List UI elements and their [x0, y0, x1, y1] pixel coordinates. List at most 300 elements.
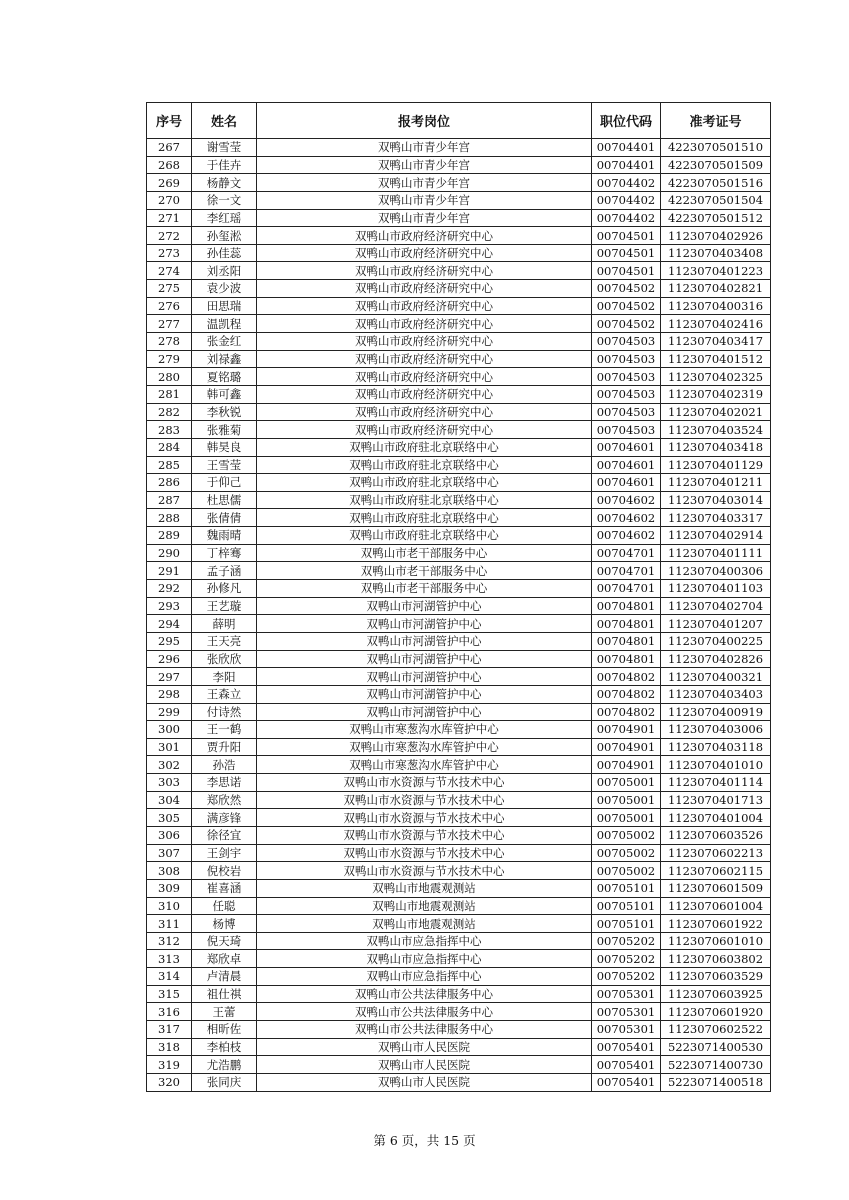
cell-name: 刘禄鑫 [192, 350, 257, 368]
header-applied-position: 报考岗位 [257, 103, 592, 139]
cell-name: 张欣欣 [192, 650, 257, 668]
cell-admission-ticket-number: 1123070401713 [661, 791, 771, 809]
cell-name: 温凯程 [192, 315, 257, 333]
table-row [147, 632, 771, 650]
table-body [147, 139, 771, 1092]
cell-name: 徐径宜 [192, 826, 257, 844]
cell-name: 王剑宇 [192, 844, 257, 862]
cell-applied-position: 双鸭山市政府经济研究中心 [257, 385, 592, 403]
cell-name: 徐一文 [192, 191, 257, 209]
table-row [147, 774, 771, 792]
cell-serial-number: 273 [147, 244, 192, 262]
cell-position-code: 00704701 [592, 562, 661, 580]
cell-applied-position: 双鸭山市青少年宫 [257, 174, 592, 192]
cell-applied-position: 双鸭山市寒葱沟水库管护中心 [257, 738, 592, 756]
table-row [147, 262, 771, 280]
table-row [147, 915, 771, 933]
cell-admission-ticket-number: 1123070601920 [661, 1003, 771, 1021]
cell-applied-position: 双鸭山市水资源与节水技术中心 [257, 809, 592, 827]
cell-name: 于佳卉 [192, 156, 257, 174]
table-row [147, 385, 771, 403]
cell-serial-number: 284 [147, 438, 192, 456]
cell-serial-number: 312 [147, 932, 192, 950]
cell-position-code: 00705101 [592, 915, 661, 933]
cell-applied-position: 双鸭山市政府经济研究中心 [257, 421, 592, 439]
cell-position-code: 00704401 [592, 139, 661, 157]
cell-admission-ticket-number: 1123070603529 [661, 968, 771, 986]
table-row [147, 333, 771, 351]
cell-admission-ticket-number: 1123070400225 [661, 632, 771, 650]
cell-position-code: 00704901 [592, 721, 661, 739]
table-row [147, 350, 771, 368]
cell-admission-ticket-number: 4223070501512 [661, 209, 771, 227]
cell-position-code: 00704602 [592, 509, 661, 527]
table-row [147, 1056, 771, 1074]
cell-position-code: 00705101 [592, 897, 661, 915]
cell-admission-ticket-number: 1123070403118 [661, 738, 771, 756]
cell-applied-position: 双鸭山市青少年宫 [257, 156, 592, 174]
cell-admission-ticket-number: 4223070501504 [661, 191, 771, 209]
table-row [147, 862, 771, 880]
table-row [147, 1021, 771, 1039]
cell-position-code: 00704701 [592, 580, 661, 598]
cell-position-code: 00704602 [592, 491, 661, 509]
cell-admission-ticket-number: 1123070402914 [661, 527, 771, 545]
cell-applied-position: 双鸭山市公共法律服务中心 [257, 1003, 592, 1021]
cell-admission-ticket-number: 1123070400919 [661, 703, 771, 721]
cell-serial-number: 267 [147, 139, 192, 157]
cell-serial-number: 274 [147, 262, 192, 280]
cell-serial-number: 304 [147, 791, 192, 809]
cell-name: 尤浩鹏 [192, 1056, 257, 1074]
cell-position-code: 00704801 [592, 632, 661, 650]
cell-admission-ticket-number: 1123070401223 [661, 262, 771, 280]
table-row [147, 809, 771, 827]
cell-applied-position: 双鸭山市政府驻北京联络中心 [257, 438, 592, 456]
cell-name: 韩可鑫 [192, 385, 257, 403]
cell-serial-number: 289 [147, 527, 192, 545]
table-row [147, 1073, 771, 1091]
cell-serial-number: 297 [147, 668, 192, 686]
cell-name: 夏铭璐 [192, 368, 257, 386]
cell-admission-ticket-number: 1123070401211 [661, 474, 771, 492]
cell-serial-number: 291 [147, 562, 192, 580]
cell-position-code: 00704503 [592, 403, 661, 421]
cell-admission-ticket-number: 1123070601010 [661, 932, 771, 950]
cell-serial-number: 314 [147, 968, 192, 986]
cell-serial-number: 318 [147, 1038, 192, 1056]
table-row [147, 297, 771, 315]
cell-name: 孟子涵 [192, 562, 257, 580]
cell-position-code: 00705202 [592, 950, 661, 968]
table-row [147, 703, 771, 721]
cell-position-code: 00704402 [592, 191, 661, 209]
cell-admission-ticket-number: 1123070601922 [661, 915, 771, 933]
cell-applied-position: 双鸭山市政府经济研究中心 [257, 333, 592, 351]
cell-position-code: 00705002 [592, 844, 661, 862]
cell-serial-number: 310 [147, 897, 192, 915]
cell-admission-ticket-number: 4223070501516 [661, 174, 771, 192]
cell-position-code: 00705301 [592, 1003, 661, 1021]
cell-applied-position: 双鸭山市公共法律服务中心 [257, 985, 592, 1003]
cell-position-code: 00705301 [592, 1021, 661, 1039]
cell-name: 谢雪莹 [192, 139, 257, 157]
cell-name: 孙浩 [192, 756, 257, 774]
cell-name: 崔喜涵 [192, 879, 257, 897]
table-row [147, 209, 771, 227]
cell-admission-ticket-number: 1123070403317 [661, 509, 771, 527]
table-header-row [147, 103, 771, 139]
cell-admission-ticket-number: 1123070602115 [661, 862, 771, 880]
cell-applied-position: 双鸭山市政府经济研究中心 [257, 403, 592, 421]
cell-position-code: 00705401 [592, 1038, 661, 1056]
cell-position-code: 00704701 [592, 544, 661, 562]
cell-admission-ticket-number: 1123070603925 [661, 985, 771, 1003]
cell-position-code: 00705202 [592, 932, 661, 950]
cell-position-code: 00704501 [592, 227, 661, 245]
cell-name: 王雪莹 [192, 456, 257, 474]
cell-applied-position: 双鸭山市政府经济研究中心 [257, 350, 592, 368]
table-row [147, 985, 771, 1003]
cell-name: 韩昊良 [192, 438, 257, 456]
cell-serial-number: 293 [147, 597, 192, 615]
cell-admission-ticket-number: 1123070603802 [661, 950, 771, 968]
cell-name: 王天亮 [192, 632, 257, 650]
cell-applied-position: 双鸭山市政府驻北京联络中心 [257, 456, 592, 474]
table-row [147, 756, 771, 774]
cell-admission-ticket-number: 1123070400316 [661, 297, 771, 315]
cell-position-code: 00704401 [592, 156, 661, 174]
cell-admission-ticket-number: 1123070403524 [661, 421, 771, 439]
cell-admission-ticket-number: 5223071400518 [661, 1073, 771, 1091]
cell-applied-position: 双鸭山市水资源与节水技术中心 [257, 862, 592, 880]
cell-applied-position: 双鸭山市地震观测站 [257, 897, 592, 915]
cell-serial-number: 285 [147, 456, 192, 474]
cell-position-code: 00705001 [592, 809, 661, 827]
cell-name: 贾升阳 [192, 738, 257, 756]
cell-serial-number: 275 [147, 280, 192, 298]
table-row [147, 227, 771, 245]
cell-admission-ticket-number: 1123070402021 [661, 403, 771, 421]
cell-admission-ticket-number: 1123070602213 [661, 844, 771, 862]
cell-position-code: 00704502 [592, 280, 661, 298]
cell-admission-ticket-number: 1123070401010 [661, 756, 771, 774]
cell-applied-position: 双鸭山市老干部服务中心 [257, 580, 592, 598]
cell-applied-position: 双鸭山市政府经济研究中心 [257, 368, 592, 386]
cell-name: 王艺璇 [192, 597, 257, 615]
page-footer [0, 1131, 849, 1149]
cell-name: 孙玺淞 [192, 227, 257, 245]
cell-admission-ticket-number: 1123070402704 [661, 597, 771, 615]
header-admission-ticket-number: 准考证号 [661, 103, 771, 139]
cell-admission-ticket-number: 1123070403014 [661, 491, 771, 509]
cell-serial-number: 287 [147, 491, 192, 509]
cell-admission-ticket-number: 1123070403408 [661, 244, 771, 262]
cell-applied-position: 双鸭山市老干部服务中心 [257, 562, 592, 580]
cell-serial-number: 278 [147, 333, 192, 351]
cell-applied-position: 双鸭山市应急指挥中心 [257, 968, 592, 986]
candidate-table [146, 102, 771, 1092]
cell-applied-position: 双鸭山市人民医院 [257, 1056, 592, 1074]
cell-name: 李秋锐 [192, 403, 257, 421]
table-row [147, 685, 771, 703]
cell-applied-position: 双鸭山市河湖管护中心 [257, 597, 592, 615]
table-row [147, 650, 771, 668]
table-row [147, 527, 771, 545]
cell-serial-number: 268 [147, 156, 192, 174]
cell-position-code: 00704503 [592, 333, 661, 351]
cell-admission-ticket-number: 1123070403417 [661, 333, 771, 351]
table-row [147, 615, 771, 633]
cell-applied-position: 双鸭山市地震观测站 [257, 915, 592, 933]
cell-position-code: 00705202 [592, 968, 661, 986]
cell-position-code: 00704601 [592, 474, 661, 492]
cell-position-code: 00704503 [592, 421, 661, 439]
cell-serial-number: 282 [147, 403, 192, 421]
cell-admission-ticket-number: 1123070603526 [661, 826, 771, 844]
table-row [147, 826, 771, 844]
cell-applied-position: 双鸭山市应急指挥中心 [257, 950, 592, 968]
cell-serial-number: 307 [147, 844, 192, 862]
cell-admission-ticket-number: 1123070401512 [661, 350, 771, 368]
table-row [147, 668, 771, 686]
cell-name: 丁梓骞 [192, 544, 257, 562]
cell-name: 张雅菊 [192, 421, 257, 439]
cell-name: 于仰己 [192, 474, 257, 492]
cell-applied-position: 双鸭山市河湖管护中心 [257, 703, 592, 721]
table-row [147, 280, 771, 298]
cell-serial-number: 272 [147, 227, 192, 245]
cell-position-code: 00704802 [592, 685, 661, 703]
cell-serial-number: 290 [147, 544, 192, 562]
cell-admission-ticket-number: 1123070401207 [661, 615, 771, 633]
cell-serial-number: 301 [147, 738, 192, 756]
cell-position-code: 00705401 [592, 1056, 661, 1074]
cell-serial-number: 306 [147, 826, 192, 844]
cell-serial-number: 276 [147, 297, 192, 315]
cell-serial-number: 270 [147, 191, 192, 209]
cell-applied-position: 双鸭山市水资源与节水技术中心 [257, 774, 592, 792]
table-row [147, 721, 771, 739]
cell-serial-number: 303 [147, 774, 192, 792]
cell-name: 张金红 [192, 333, 257, 351]
table-row [147, 244, 771, 262]
cell-applied-position: 双鸭山市河湖管护中心 [257, 685, 592, 703]
cell-serial-number: 309 [147, 879, 192, 897]
cell-applied-position: 双鸭山市寒葱沟水库管护中心 [257, 756, 592, 774]
cell-position-code: 00704801 [592, 615, 661, 633]
cell-serial-number: 311 [147, 915, 192, 933]
cell-admission-ticket-number: 1123070400306 [661, 562, 771, 580]
table-row [147, 315, 771, 333]
cell-applied-position: 双鸭山市河湖管护中心 [257, 650, 592, 668]
cell-serial-number: 281 [147, 385, 192, 403]
cell-position-code: 00704801 [592, 597, 661, 615]
cell-applied-position: 双鸭山市政府经济研究中心 [257, 280, 592, 298]
cell-name: 相昕佐 [192, 1021, 257, 1039]
cell-name: 李阳 [192, 668, 257, 686]
cell-position-code: 00705401 [592, 1073, 661, 1091]
cell-position-code: 00704602 [592, 527, 661, 545]
cell-name: 李红瑶 [192, 209, 257, 227]
table-row [147, 879, 771, 897]
cell-applied-position: 双鸭山市水资源与节水技术中心 [257, 826, 592, 844]
cell-name: 王蕾 [192, 1003, 257, 1021]
cell-admission-ticket-number: 1123070403418 [661, 438, 771, 456]
cell-serial-number: 277 [147, 315, 192, 333]
table-row [147, 156, 771, 174]
cell-admission-ticket-number: 1123070401129 [661, 456, 771, 474]
cell-position-code: 00705301 [592, 985, 661, 1003]
cell-name: 张倩倩 [192, 509, 257, 527]
cell-applied-position: 双鸭山市政府经济研究中心 [257, 244, 592, 262]
cell-position-code: 00705002 [592, 826, 661, 844]
cell-admission-ticket-number: 5223071400530 [661, 1038, 771, 1056]
cell-applied-position: 双鸭山市政府驻北京联络中心 [257, 474, 592, 492]
cell-applied-position: 双鸭山市政府驻北京联络中心 [257, 509, 592, 527]
cell-admission-ticket-number: 1123070401111 [661, 544, 771, 562]
cell-name: 李柏枝 [192, 1038, 257, 1056]
table-row [147, 932, 771, 950]
cell-name: 郑欣卓 [192, 950, 257, 968]
cell-name: 杨博 [192, 915, 257, 933]
cell-position-code: 00705001 [592, 791, 661, 809]
cell-position-code: 00704901 [592, 738, 661, 756]
table-row [147, 421, 771, 439]
cell-admission-ticket-number: 1123070401114 [661, 774, 771, 792]
table-row [147, 738, 771, 756]
table-row [147, 1003, 771, 1021]
table-row [147, 968, 771, 986]
cell-position-code: 00704503 [592, 385, 661, 403]
cell-admission-ticket-number: 1123070402416 [661, 315, 771, 333]
cell-serial-number: 305 [147, 809, 192, 827]
cell-admission-ticket-number: 1123070402319 [661, 385, 771, 403]
cell-applied-position: 双鸭山市老干部服务中心 [257, 544, 592, 562]
cell-name: 付诗然 [192, 703, 257, 721]
cell-serial-number: 315 [147, 985, 192, 1003]
table-row [147, 174, 771, 192]
cell-position-code: 00705001 [592, 774, 661, 792]
cell-admission-ticket-number: 1123070402821 [661, 280, 771, 298]
cell-applied-position: 双鸭山市人民医院 [257, 1073, 592, 1091]
cell-serial-number: 286 [147, 474, 192, 492]
cell-serial-number: 300 [147, 721, 192, 739]
cell-admission-ticket-number: 1123070601509 [661, 879, 771, 897]
table-row [147, 191, 771, 209]
table-row [147, 544, 771, 562]
cell-name: 田思瑞 [192, 297, 257, 315]
cell-serial-number: 280 [147, 368, 192, 386]
cell-serial-number: 296 [147, 650, 192, 668]
cell-admission-ticket-number: 1123070403403 [661, 685, 771, 703]
cell-admission-ticket-number: 1123070401004 [661, 809, 771, 827]
cell-applied-position: 双鸭山市水资源与节水技术中心 [257, 791, 592, 809]
cell-serial-number: 279 [147, 350, 192, 368]
cell-name: 孙修凡 [192, 580, 257, 598]
table-row [147, 438, 771, 456]
table-row [147, 597, 771, 615]
cell-applied-position: 双鸭山市河湖管护中心 [257, 632, 592, 650]
cell-position-code: 00704501 [592, 244, 661, 262]
cell-admission-ticket-number: 1123070400321 [661, 668, 771, 686]
cell-applied-position: 双鸭山市地震观测站 [257, 879, 592, 897]
cell-applied-position: 双鸭山市人民医院 [257, 1038, 592, 1056]
cell-position-code: 00704501 [592, 262, 661, 280]
cell-applied-position: 双鸭山市青少年宫 [257, 209, 592, 227]
cell-position-code: 00704502 [592, 315, 661, 333]
cell-serial-number: 294 [147, 615, 192, 633]
cell-serial-number: 295 [147, 632, 192, 650]
cell-name: 魏雨晴 [192, 527, 257, 545]
table-row [147, 791, 771, 809]
cell-position-code: 00704402 [592, 209, 661, 227]
cell-name: 满彦锋 [192, 809, 257, 827]
cell-serial-number: 283 [147, 421, 192, 439]
cell-position-code: 00704601 [592, 456, 661, 474]
cell-applied-position: 双鸭山市河湖管护中心 [257, 668, 592, 686]
cell-applied-position: 双鸭山市青少年宫 [257, 139, 592, 157]
cell-position-code: 00704802 [592, 668, 661, 686]
table-row [147, 368, 771, 386]
cell-applied-position: 双鸭山市政府经济研究中心 [257, 297, 592, 315]
table-row [147, 950, 771, 968]
cell-name: 倪校岩 [192, 862, 257, 880]
table-row [147, 139, 771, 157]
cell-admission-ticket-number: 1123070402926 [661, 227, 771, 245]
cell-applied-position: 双鸭山市青少年宫 [257, 191, 592, 209]
cell-applied-position: 双鸭山市公共法律服务中心 [257, 1021, 592, 1039]
table-row [147, 474, 771, 492]
cell-serial-number: 313 [147, 950, 192, 968]
header-name: 姓名 [192, 103, 257, 139]
cell-admission-ticket-number: 5223071400730 [661, 1056, 771, 1074]
cell-name: 任聪 [192, 897, 257, 915]
cell-name: 刘丞阳 [192, 262, 257, 280]
cell-serial-number: 317 [147, 1021, 192, 1039]
cell-name: 袁少波 [192, 280, 257, 298]
cell-position-code: 00705002 [592, 862, 661, 880]
cell-admission-ticket-number: 1123070602522 [661, 1021, 771, 1039]
cell-applied-position: 双鸭山市寒葱沟水库管护中心 [257, 721, 592, 739]
cell-applied-position: 双鸭山市政府经济研究中心 [257, 227, 592, 245]
cell-position-code: 00705101 [592, 879, 661, 897]
cell-position-code: 00704901 [592, 756, 661, 774]
cell-admission-ticket-number: 1123070601004 [661, 897, 771, 915]
cell-applied-position: 双鸭山市政府驻北京联络中心 [257, 527, 592, 545]
cell-serial-number: 292 [147, 580, 192, 598]
cell-serial-number: 302 [147, 756, 192, 774]
cell-applied-position: 双鸭山市政府驻北京联络中心 [257, 491, 592, 509]
cell-name: 李思诺 [192, 774, 257, 792]
cell-position-code: 00704802 [592, 703, 661, 721]
cell-name: 张同庆 [192, 1073, 257, 1091]
cell-serial-number: 271 [147, 209, 192, 227]
cell-position-code: 00704801 [592, 650, 661, 668]
table-row [147, 1038, 771, 1056]
cell-name: 卢清晨 [192, 968, 257, 986]
cell-applied-position: 双鸭山市政府经济研究中心 [257, 315, 592, 333]
cell-position-code: 00704503 [592, 350, 661, 368]
cell-name: 王森立 [192, 685, 257, 703]
cell-applied-position: 双鸭山市水资源与节水技术中心 [257, 844, 592, 862]
cell-position-code: 00704402 [592, 174, 661, 192]
cell-admission-ticket-number: 4223070501509 [661, 156, 771, 174]
table-row [147, 509, 771, 527]
cell-name: 孙佳蕊 [192, 244, 257, 262]
table-row [147, 491, 771, 509]
cell-name: 王一鹤 [192, 721, 257, 739]
